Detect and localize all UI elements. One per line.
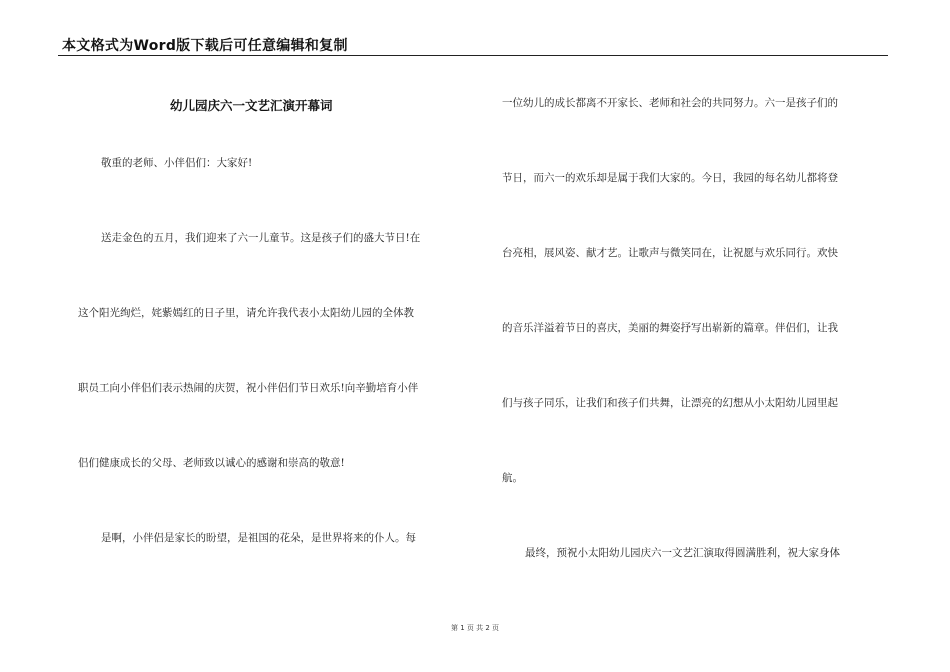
paragraph-line: 侣们健康成长的父母、老师致以诚心的感谢和崇高的敬意! [78,457,345,469]
paragraph-line: 一位幼儿的成长都离不开家长、老师和社会的共同努力。六一是孩子们的 [502,97,838,109]
page-number: 第 1 页 共 2 页 [450,624,500,632]
paragraph-line: 送走金色的五月，我们迎来了六一儿童节。这是孩子们的盛大节日!在 [101,232,421,244]
download-notice: 本文格式为Word版下载后可任意编辑和复制 [62,38,348,54]
paragraph-line: 的音乐洋溢着节日的喜庆，美丽的舞姿抒写出崭新的篇章。伴侣们，让我 [502,322,838,334]
paragraph-line: 台亮相，展风姿、献才艺。让歌声与微笑同在，让祝愿与欢乐同行。欢快 [502,247,838,259]
paragraph-line: 们与孩子同乐，让我们和孩子们共舞，让漂亮的幻想从小太阳幼儿园里起 [502,397,838,409]
header-divider [58,55,888,56]
paragraph-line: 敬重的老师、小伴侣们：大家好! [101,157,253,169]
paragraph-line: 这个阳光绚烂，姹紫嫣红的日子里，请允许我代表小太阳幼儿园的全体教 [78,307,414,319]
document-title: 幼儿园庆六一文艺汇演开幕词 [170,98,333,113]
paragraph-line: 职员工向小伴侣们表示热闹的庆贺，祝小伴侣们节日欢乐!向辛勤培育小伴 [78,382,419,394]
paragraph-line: 是啊，小伴侣是家长的盼望，是祖国的花朵，是世界将来的仆人。每 [101,532,416,544]
paragraph-line: 节日，而六一的欢乐却是属于我们大家的。今日，我园的每名幼儿都将登 [502,172,838,184]
paragraph-line: 最终，预祝小太阳幼儿园庆六一文艺汇演取得圆满胜利，祝大家身体 [525,547,840,559]
paragraph-line: 航。 [502,472,523,484]
